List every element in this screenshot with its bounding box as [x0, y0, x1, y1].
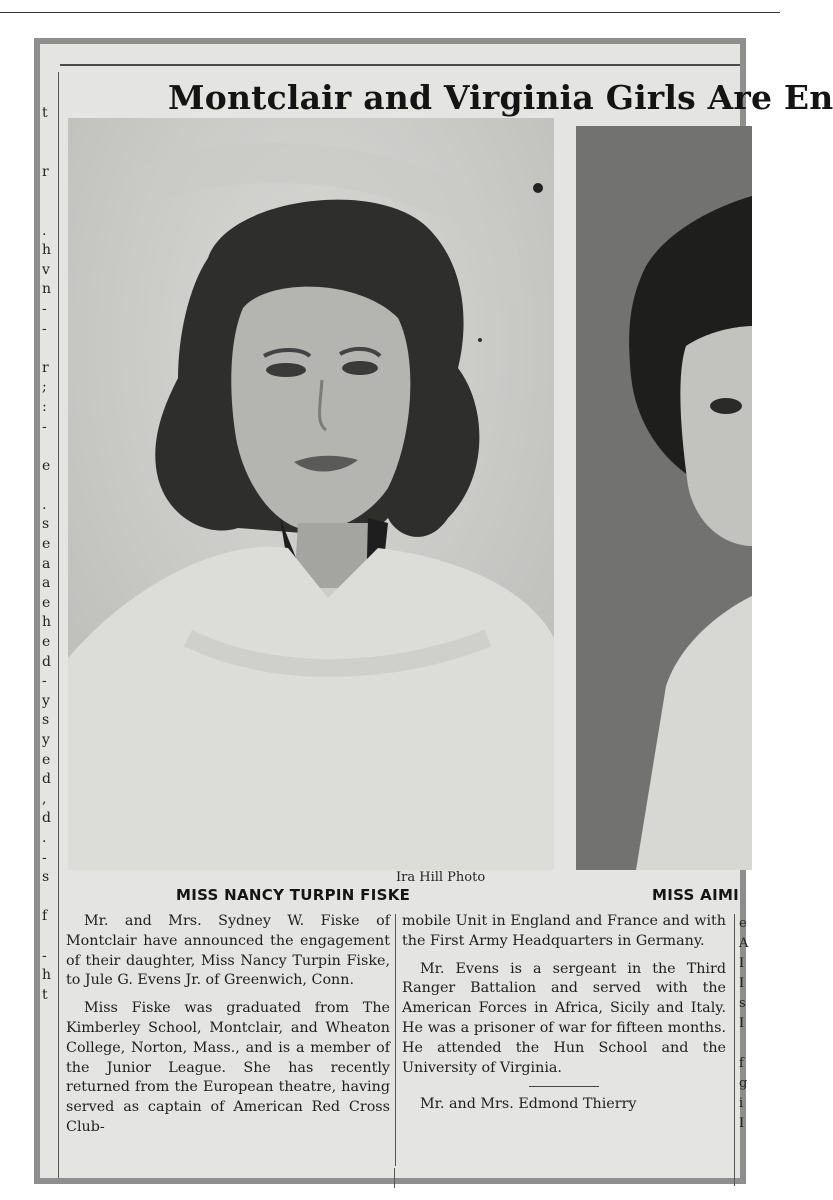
right-column-fragments: e A I I s I f g i I [739, 916, 749, 1131]
left-column-rule [58, 72, 59, 1178]
photo-caption-right: MISS AIMI [652, 886, 740, 904]
article-paragraph: mobile Unit in England and France and with the First Army Headquarters in Germany. [402, 913, 726, 949]
article-column-2 [402, 912, 726, 1123]
section-separator [529, 1086, 599, 1087]
newspaper-clipping [34, 38, 833, 1184]
article-paragraph: Miss Fiske was graduated from The Kimberley School, Montclair, and Wheaton College, Norton, Mass., and is a member of the Junior League. She has recently returned from the European theatre, having served as captain of American Red Cross Club- [66, 1000, 390, 1135]
portrait-illustration-partial [576, 126, 752, 870]
photo-caption-left: MISS NANCY TURPIN FISKE [176, 886, 411, 904]
column-divider-right [734, 914, 735, 1186]
article-paragraph: Mr. Evens is a sergeant in the Third Ranger Battalion and served with the American Forces in Africa, Sicily and Italy. He was a prisoner of war for fifteen months. He attended the Hun School and the University of Virginia. [402, 960, 726, 1076]
article-paragraph: Mr. and Mrs. Sydney W. Fiske of Montclair have announced the engagement of their daughter, Miss Nancy Turpin Fiske, to Jule G. Evens Jr. of Greenwich, Conn. [66, 913, 390, 989]
scan-top-border [0, 12, 780, 13]
article-column-1 [66, 912, 390, 1146]
portrait-photo-aimi [576, 126, 752, 870]
headline: Montclair and Virginia Girls Are En [168, 78, 833, 117]
column-divider [395, 914, 396, 1166]
portrait-photo-nancy-fiske [68, 118, 554, 870]
article-paragraph: Mr. and Mrs. Edmond Thierry [420, 1096, 637, 1113]
portrait-illustration [68, 118, 554, 870]
photo-credit: Ira Hill Photo [396, 870, 486, 885]
bottom-rule-tick [394, 1168, 395, 1188]
headline-rule [60, 64, 740, 66]
left-column-fragments: t r . h v n - - r ; : - e . s e a a e h e d - y s y e d , d . - s f - h t [42, 105, 52, 1003]
